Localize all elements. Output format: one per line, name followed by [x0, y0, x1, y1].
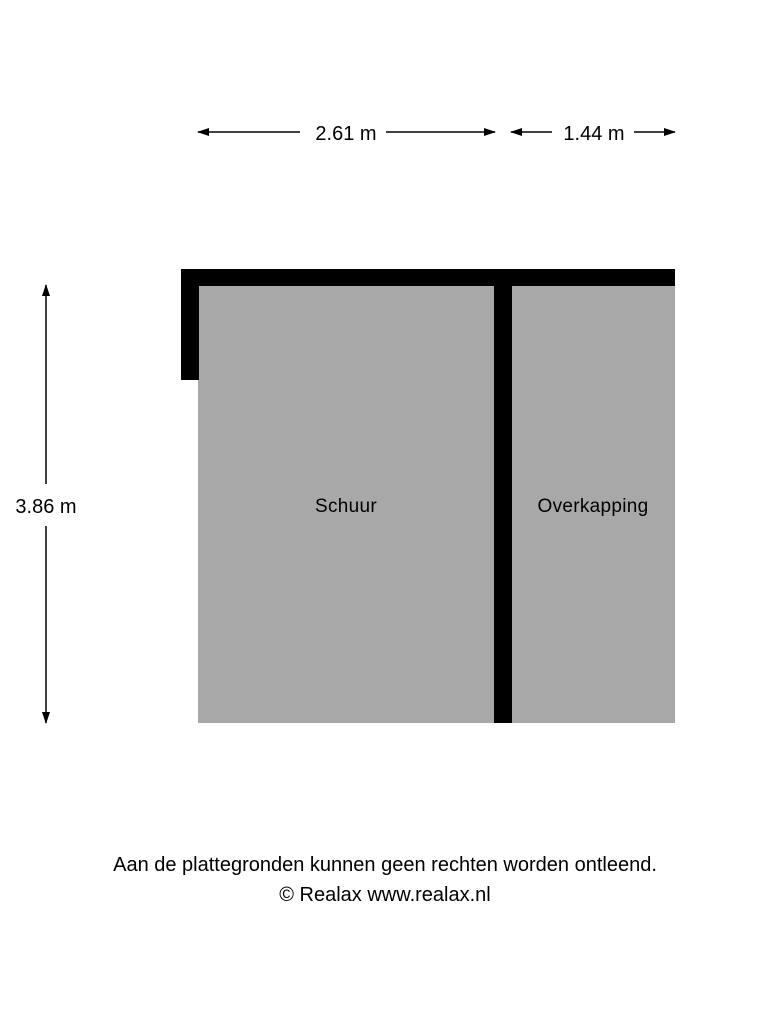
dimension-label-width-schuur: 2.61 m: [315, 123, 377, 145]
dimension-width-schuur: [198, 123, 495, 145]
top-wall: [181, 269, 675, 286]
footer-disclaimer: [62, 850, 708, 910]
room-label-overkapping: Overkapping: [537, 496, 649, 517]
room-label-schuur: Schuur: [314, 496, 378, 517]
left-wall-stub: [181, 269, 199, 380]
disclaimer-text: Aan de plattegronden kunnen geen rechten worden ontleend.: [113, 854, 657, 876]
dimension-width-overkapping: [511, 123, 675, 145]
divider-wall: [494, 269, 512, 723]
copyright-text: © Realax www.realax.nl: [279, 884, 491, 906]
dimension-depth: [15, 285, 76, 723]
dimension-label-width-overkapping: 1.44 m: [563, 123, 625, 145]
dimension-label-depth: 3.86 m: [15, 496, 77, 518]
